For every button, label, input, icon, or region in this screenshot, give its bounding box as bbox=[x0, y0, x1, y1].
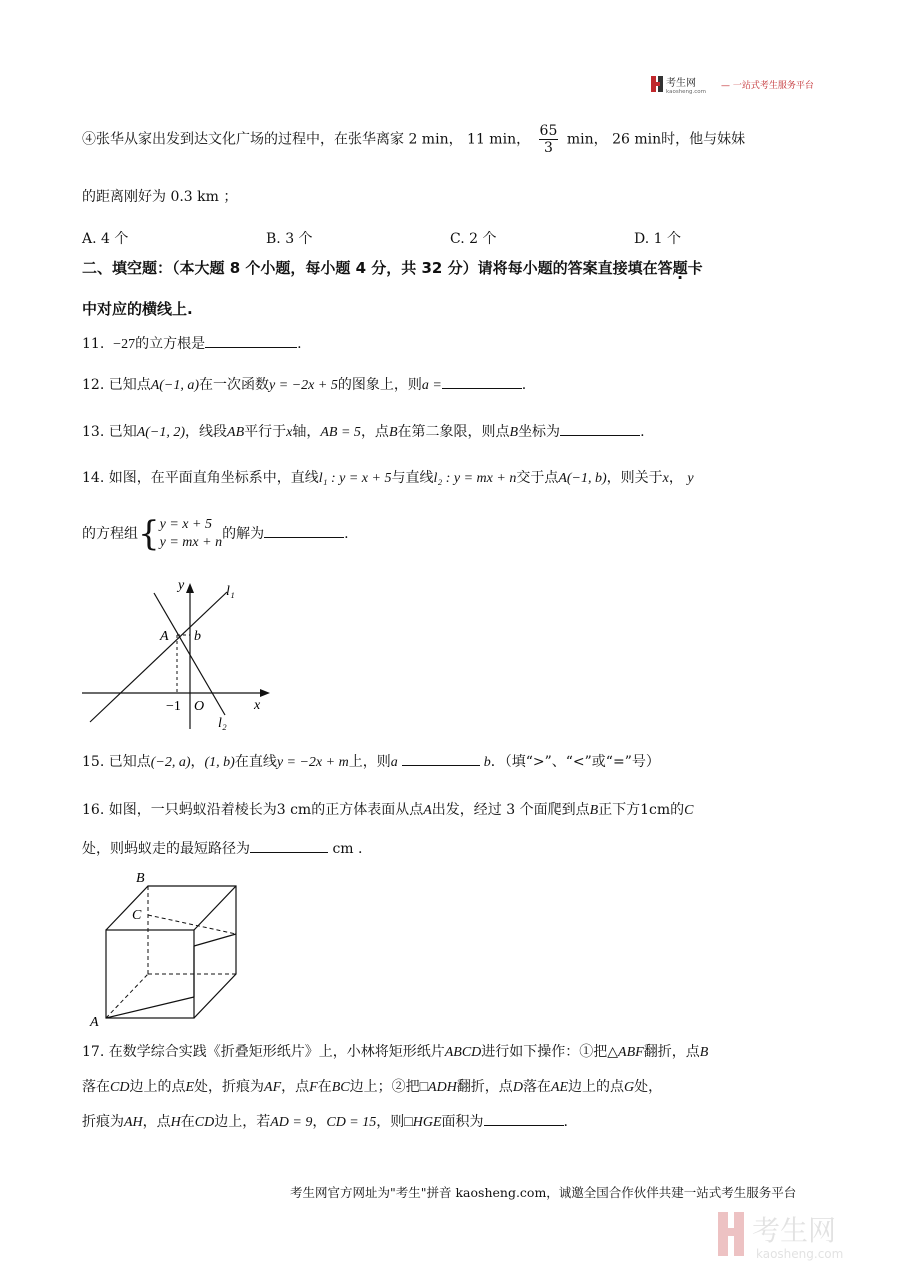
fraction-65-3: $\frac{65}{3}$ bbox=[539, 123, 558, 156]
hidden-edge-diagonal bbox=[106, 974, 148, 1018]
point-a-label: A bbox=[160, 629, 169, 644]
q10-option-d: D. 1 个 bbox=[634, 231, 681, 247]
question-13: 13. 已知A(−1, 2)，线段AB平行于x轴，AB = 5，点B在第二象限，则点B坐标为 . bbox=[82, 421, 645, 444]
line-l1 bbox=[90, 592, 227, 722]
q10-item4-line2: 的距离刚好为 0.3 km ； bbox=[82, 189, 238, 205]
answer-blank-14[interactable] bbox=[264, 523, 344, 538]
path-side-segment bbox=[194, 934, 236, 946]
watermark-sub: kaosheng.com bbox=[756, 1247, 844, 1261]
x-axis-label: x bbox=[254, 698, 261, 713]
y-axis-arrow bbox=[186, 583, 194, 593]
path-dashed-segment bbox=[148, 915, 236, 934]
answer-blank-16[interactable] bbox=[250, 838, 328, 853]
logo-sub: kaosheng.com bbox=[666, 89, 707, 94]
question-17-line1: 17. 在数学综合实践《折叠矩形纸片》上，小林将矩形纸片ABCD进行如下操作：①把△ABF翻折，点B bbox=[82, 1044, 709, 1060]
section2-heading-line1: 二、填空题：（本大题 8 个小题，每小题 4 分，共 32 分）请将每小题的答案直接填在答题卡 bbox=[82, 259, 703, 277]
b-label: b bbox=[194, 629, 201, 644]
cube-b-label: B bbox=[136, 871, 145, 886]
brand-logo bbox=[651, 74, 713, 94]
q10-option-b: B. 3 个 bbox=[266, 231, 313, 247]
question-14-line2: 的方程组{ y = x + 5 y = mx + n 的解为 . bbox=[82, 514, 349, 554]
question-15: 15. 已知点(−2, a)，(1, b)在直线y = −2x + m上，则a b．（填“>”、“<”或“=”号） bbox=[82, 751, 660, 774]
cube-c-label: C bbox=[132, 908, 142, 923]
q10-option-a: A. 4 个 bbox=[82, 231, 129, 247]
x-axis-arrow bbox=[260, 689, 270, 697]
origin-label: O bbox=[194, 699, 205, 714]
path-front-segment bbox=[106, 997, 194, 1018]
watermark-logo bbox=[716, 1208, 886, 1262]
answer-blank-13[interactable] bbox=[560, 421, 640, 436]
page-footer: 考生网官方网址为"考生"拼音 kaosheng.com，诚邀全国合作伙伴共建一站式考生服务平台 bbox=[290, 1185, 797, 1200]
question-16-line2: 处，则蚂蚁走的最短路径为 cm . bbox=[82, 838, 362, 860]
question-17-line2: 落在CD边上的点E处，折痕为AF，点F在BC边上；②把□ADH翻折，点D落在AE边上的点G处， bbox=[82, 1079, 663, 1095]
question-12: 12. 已知点A(−1, a)在一次函数y = −2x + 5的图象上，则a = . bbox=[82, 374, 526, 397]
q14-coordinate-graph bbox=[80, 575, 280, 735]
brand-tagline: — 一站式考生服务平台 bbox=[721, 81, 814, 91]
section2-heading-line2: 中对应的横线上. bbox=[82, 300, 193, 318]
l2-label: l₂ bbox=[218, 716, 227, 731]
question-17-line3: 折痕为AH，点H在CD边上，若AD = 9，CD = 15，则□HGE面积为 . bbox=[82, 1111, 568, 1134]
l1-label: l₁ bbox=[226, 584, 235, 599]
cube-a-label: A bbox=[90, 1015, 99, 1028]
q10-item4-line1: ④张华从家出发到达文化广场的过程中，在张华离家 2 min， 11 min， $\frac{65}{3}$ min， 26 min时，他与妹妹 bbox=[82, 123, 746, 156]
logo-text: 考生网 bbox=[666, 78, 696, 89]
answer-blank-12[interactable] bbox=[442, 374, 522, 389]
q10-option-c: C. 2 个 bbox=[450, 231, 497, 247]
answer-blank-17[interactable] bbox=[484, 1111, 564, 1126]
answer-blank-11[interactable] bbox=[205, 333, 297, 348]
question-14-line1: 14. 如图，在平面直角坐标系中，直线l₁ : y = x + 5与直线l₂ : y = mx + n交于点A(−1, b)，则关于x， y bbox=[82, 470, 694, 486]
emphasized-answer-sheet: 答题卡 bbox=[657, 259, 703, 277]
cube-top-edge bbox=[194, 886, 236, 930]
watermark-text: 考生网 bbox=[752, 1214, 837, 1247]
y-axis-label: y bbox=[178, 578, 185, 593]
neg1-label: −1 bbox=[166, 699, 181, 714]
q16-cube-figure bbox=[86, 866, 246, 1028]
question-11: 11. −27的立方根是 . bbox=[82, 333, 302, 356]
question-16-line1: 16. 如图，一只蚂蚁沿着棱长为3 cm的正方体表面从点A出发，经过 3 个面爬到点B正下方1cm的C bbox=[82, 802, 694, 818]
answer-blank-15[interactable] bbox=[402, 751, 480, 766]
